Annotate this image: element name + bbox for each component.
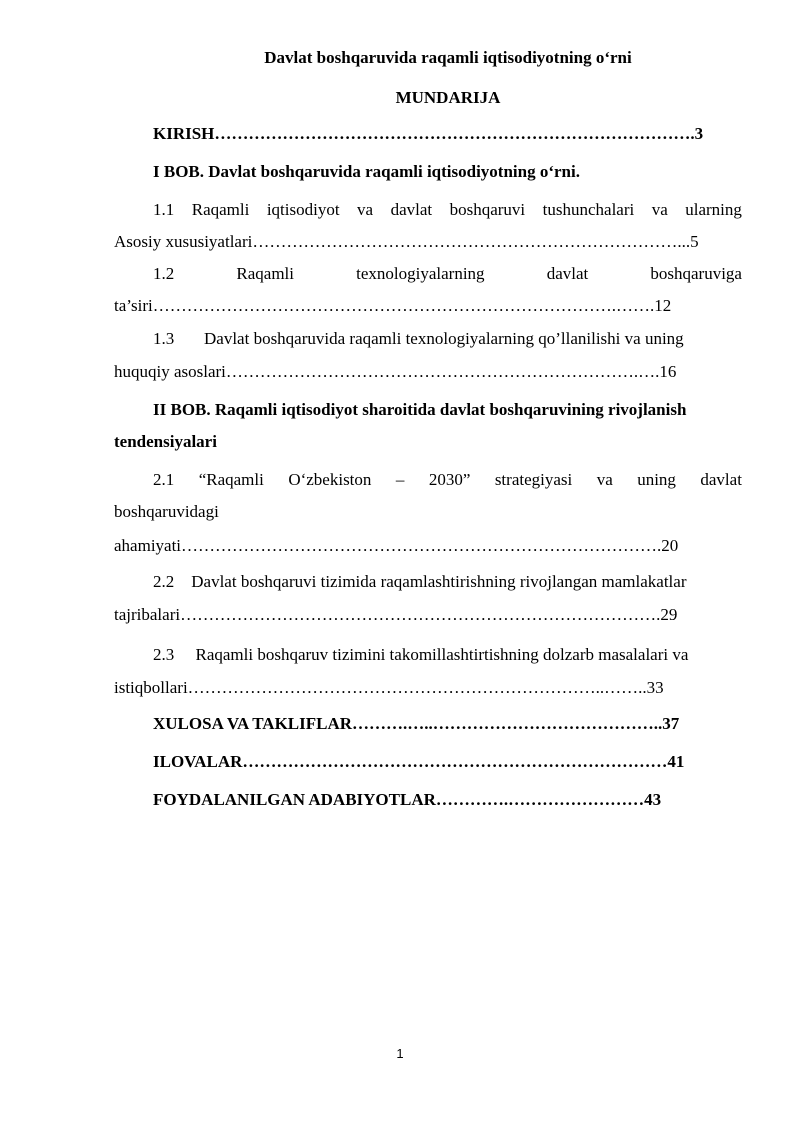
toc-entry-2-1-line3: ahamiyati………………………………………………………………………….20 — [114, 536, 679, 555]
toc-entry-2-1-line1: 2.1 “Raqamli O‘zbekiston – 2030” strategiyasi va uning davlat — [153, 470, 742, 489]
document-heading: Davlat boshqaruvida raqamli iqtisodiyotning o‘rni — [264, 48, 632, 67]
toc-entry-1-2-line2: ta’siri……………………………………………………………………….…….12 — [114, 296, 672, 315]
toc-entry-adabiyotlar: FOYDALANILGAN ADABIYOTLAR………….……………………43 — [153, 790, 662, 809]
toc-entry-1-2-line1: 1.2 Raqamli texnologiyalarning davlat boshqaruviga — [153, 264, 742, 283]
page-number: 1 — [396, 1046, 404, 1061]
toc-entry-bob2-line2: tendensiyalari — [114, 432, 217, 451]
toc-entry-xulosa: XULOSA VA TAKLIFLAR……….…..…………………………………..37 — [153, 714, 680, 733]
toc-entry-2-3-line1: 2.3 Raqamli boshqaruv tizimini takomillashtirtishning dolzarb masalalari va — [153, 645, 689, 664]
contents-title: MUNDARIJA — [395, 88, 501, 107]
toc-entry-2-3-line2: istiqbollari………………………………………………………………..……..33 — [114, 678, 664, 697]
toc-entry-1-3-line1: 1.3 Davlat boshqaruvida raqamli texnologiyalarning qo’llanilishi va uning — [153, 329, 684, 348]
toc-entry-bob1: I BOB. Davlat boshqaruvida raqamli iqtisodiyotning o‘rni. — [153, 162, 580, 181]
toc-entry-ilovalar: ILOVALAR…………………………………………………………………41 — [153, 752, 685, 771]
toc-entry-2-2-line1: 2.2 Davlat boshqaruvi tizimida raqamlashtirishning rivojlangan mamlakatlar — [153, 572, 687, 591]
toc-entry-1-3-line2: huquqiy asoslari……………………………………………………………….….16 — [114, 362, 677, 381]
toc-entry-1-1-line2: Asosiy xususiyatlari…………………………………………………………………...5 — [114, 232, 699, 251]
toc-entry-2-2-line2: tajribalari………………………………………………………………………….29 — [114, 605, 678, 624]
toc-entry-1-1-line1: 1.1 Raqamli iqtisodiyot va davlat boshqaruvi tushunchalari va ularning — [153, 200, 742, 219]
toc-entry-bob2-line1: II BOB. Raqamli iqtisodiyot sharoitida davlat boshqaruvining rivojlanish — [153, 400, 687, 419]
toc-entry-2-1-line2: boshqaruvidagi — [114, 502, 219, 521]
toc-entry-kirish: KIRISH………………………………………………………………………….3 — [153, 124, 704, 143]
